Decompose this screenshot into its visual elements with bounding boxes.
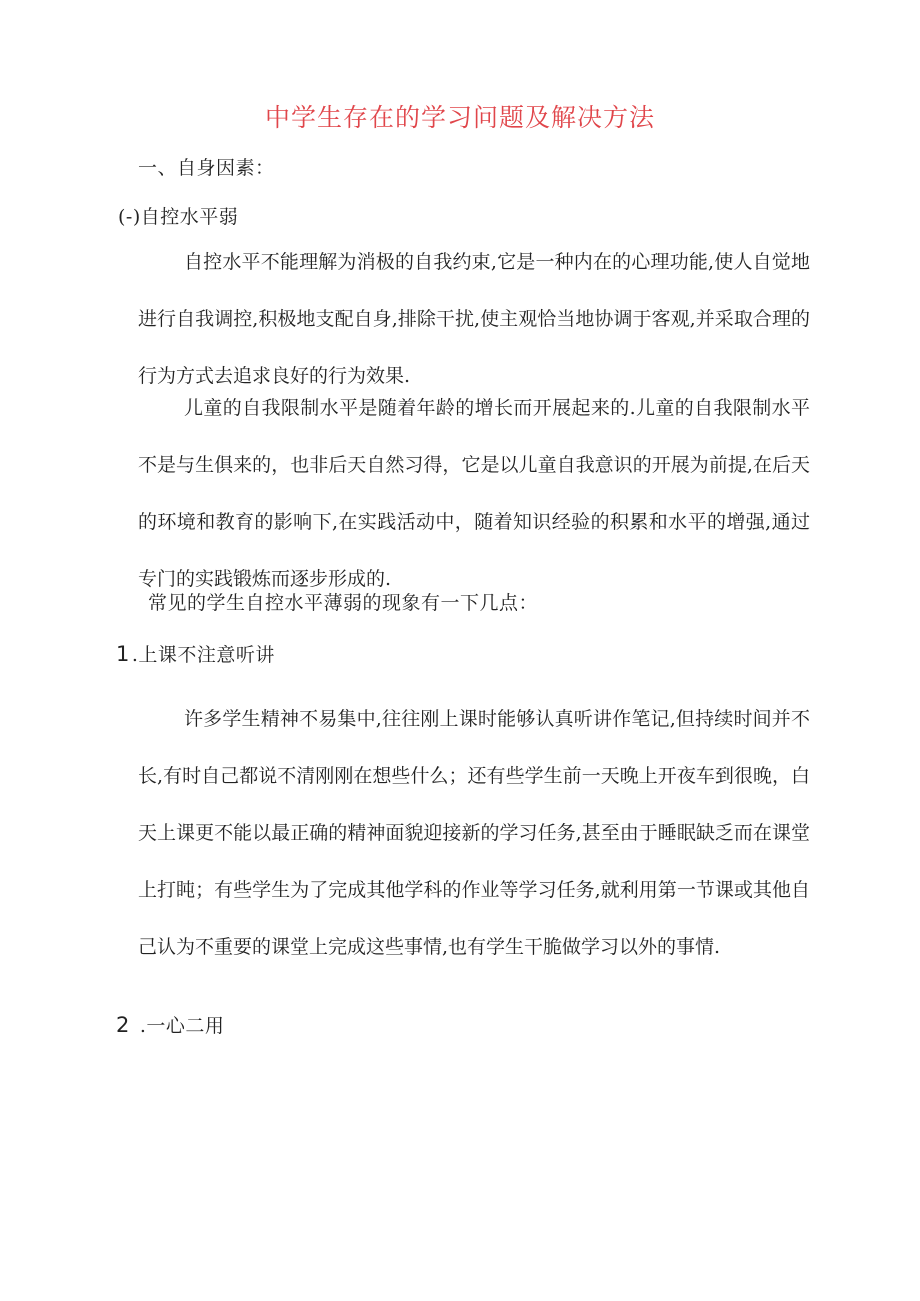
paragraph-child-self-control: 儿童的自我限制水平是随着年龄的增长而开展起来的.儿童的自我限制水平不是与生俱来的，也非后天自然习得，它是以儿童自我意识的开展为前提,在后天的环境和教育的影响下,在实践活动中，随着知识经验的积累和水平的增强,通过专门的实践锻炼而逐步形成的. xyxy=(138,397,810,590)
phenomena-intro: 常见的学生自控水平薄弱的现象有一下几点： xyxy=(148,592,539,614)
list-item-heading xyxy=(116,640,275,667)
paragraph-not-listening: 许多学生精神不易集中,往往刚上课时能够认真听讲作笔记,但持续时间并不长,有时自己都说不清刚刚在想些什么；还有些学生前一天晚上开夜车到很晚，白天上课更不能以最正确的精神面貌迎接新的学习任务,甚至由于睡眠缺乏而在课堂上打盹；有些学生为了完成其他学科的作业等学习任务,就利用第一节课或其他自己认为不重要的课堂上完成这些事情,也有学生干脆做学习以外的事情. xyxy=(138,708,810,958)
list-item-number: 1 xyxy=(116,642,130,666)
subsection-heading: (-)自控水平弱 xyxy=(118,206,239,228)
document-title: 中学生存在的学习问题及解决方法 xyxy=(264,103,655,132)
list-item-text: .一心二用 xyxy=(139,1015,225,1037)
section-heading: 一、自身因素： xyxy=(138,157,275,179)
list-item-number: 2 xyxy=(116,1013,130,1037)
list-item-heading xyxy=(116,1011,224,1038)
paragraph-self-control-definition: 自控水平不能理解为消极的自我约束,它是一种内在的心理功能,使人自觉地进行自我调控,积极地支配自身,排除干扰,使主观恰当地协调于客观,并采取合理的行为方式去追求良好的行为效果. xyxy=(138,251,810,387)
list-item-text: .上课不注意听讲 xyxy=(131,644,275,666)
